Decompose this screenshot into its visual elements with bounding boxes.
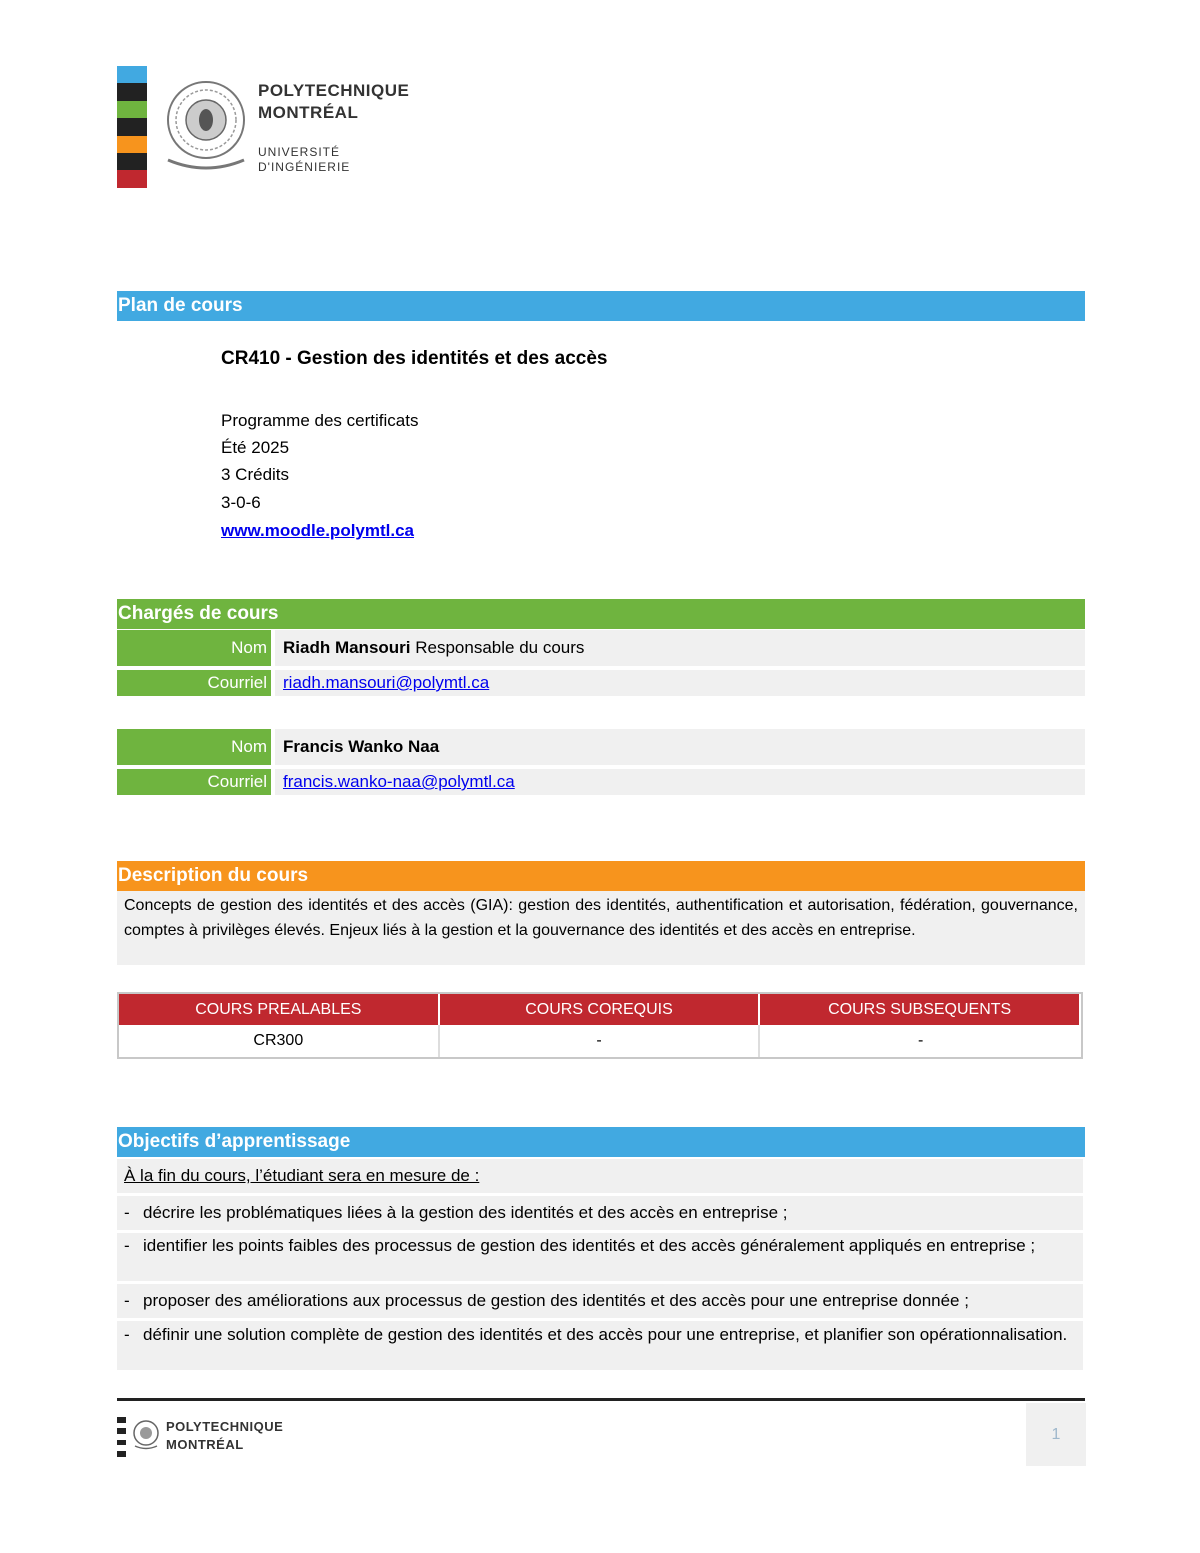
instructors-section-header: Chargés de cours	[117, 599, 1085, 629]
instructor-1-name-row	[275, 630, 1085, 666]
objectives-intro: À la fin du cours, l’étudiant sera en mesure de :	[117, 1159, 1083, 1193]
page-number: 1	[1026, 1403, 1086, 1466]
coreq-header: COURS COREQUIS	[440, 994, 761, 1025]
description-section-header: Description du cours	[117, 861, 1085, 891]
instructor-2-name-row	[275, 729, 1085, 765]
name-label: Nom	[117, 729, 271, 765]
objective-item	[117, 1321, 1083, 1370]
objective-text: définir une solution complète de gestion des identités et des accès pour une entreprise, et planifier son opérationnalisation.	[143, 1325, 1068, 1344]
credits: 3 Crédits	[221, 465, 290, 484]
plan-section-header: Plan de cours	[117, 291, 1085, 321]
email-label: Courriel	[117, 769, 271, 795]
logo-stripes	[117, 66, 147, 188]
instructor-1-email-row	[275, 670, 1085, 696]
email-label: Courriel	[117, 670, 271, 696]
prerequisites-table	[117, 992, 1083, 1059]
footer-brand-line1: POLYTECHNIQUE	[166, 1419, 284, 1434]
footer-seal-icon	[132, 1419, 160, 1451]
moodle-link[interactable]: www.moodle.polymtl.ca	[221, 521, 415, 540]
prereq-header: COURS PREALABLES	[119, 994, 440, 1025]
brand-sub1: UNIVERSITÉ	[258, 145, 341, 159]
objective-dash: -	[124, 1203, 130, 1222]
course-title: CR410 - Gestion des identités et des accès	[221, 348, 608, 369]
footer-brand	[166, 1418, 283, 1454]
hours: 3-0-6	[221, 493, 261, 512]
objective-text: identifier les points faibles des processus de gestion des identités et des accès généralement appliqués en entreprise ;	[143, 1236, 1036, 1255]
objective-dash: -	[124, 1236, 130, 1255]
subseq-header: COURS SUBSEQUENTS	[760, 994, 1081, 1025]
objective-item	[117, 1196, 1083, 1230]
program: Programme des certificats	[221, 411, 419, 430]
brand-name	[258, 80, 409, 124]
footer-divider	[117, 1398, 1085, 1401]
objective-text: décrire les problématiques liées à la gestion des identités et des accès en entreprise ;	[143, 1203, 788, 1222]
brand-line1: POLYTECHNIQUE	[258, 81, 410, 100]
prereq-value: CR300	[119, 1025, 440, 1057]
course-description: Concepts de gestion des identités et des accès (GIA): gestion des identités, authentification et autorisation, fédération, gouvernance, comptes à privilèges élevés. Enjeux liés à la gestion et la gouvernance des identités et des accès en entreprise.	[117, 891, 1085, 965]
instructor-1-email-link[interactable]: riadh.mansouri@polymtl.ca	[283, 673, 490, 692]
objective-dash: -	[124, 1291, 130, 1310]
instructor-2-email-row	[275, 769, 1085, 795]
session: Été 2025	[221, 438, 290, 457]
footer-brand-line2: MONTRÉAL	[166, 1437, 244, 1452]
brand-subtitle	[258, 145, 350, 175]
objective-dash: -	[124, 1325, 130, 1344]
objective-text: proposer des améliorations aux processus de gestion des identités et des accès pour une entreprise donnée ;	[143, 1291, 969, 1310]
polytechnique-seal-icon	[160, 76, 252, 176]
instructor-1-name: Riadh Mansouri	[283, 638, 411, 657]
coreq-value: -	[440, 1025, 761, 1057]
footer-logo-stripes	[117, 1417, 126, 1457]
instructor-2-email-link[interactable]: francis.wanko-naa@polymtl.ca	[283, 772, 515, 791]
brand-line2: MONTRÉAL	[258, 103, 359, 122]
brand-sub2: D'INGÉNIERIE	[258, 160, 351, 174]
name-label: Nom	[117, 630, 271, 666]
objectives-section-header: Objectifs d’apprentissage	[117, 1127, 1085, 1157]
subseq-value: -	[760, 1025, 1081, 1057]
objective-item	[117, 1284, 1083, 1318]
instructor-1-role: Responsable du cours	[410, 638, 585, 657]
instructor-2-name: Francis Wanko Naa	[283, 737, 440, 756]
objective-item	[117, 1233, 1083, 1281]
